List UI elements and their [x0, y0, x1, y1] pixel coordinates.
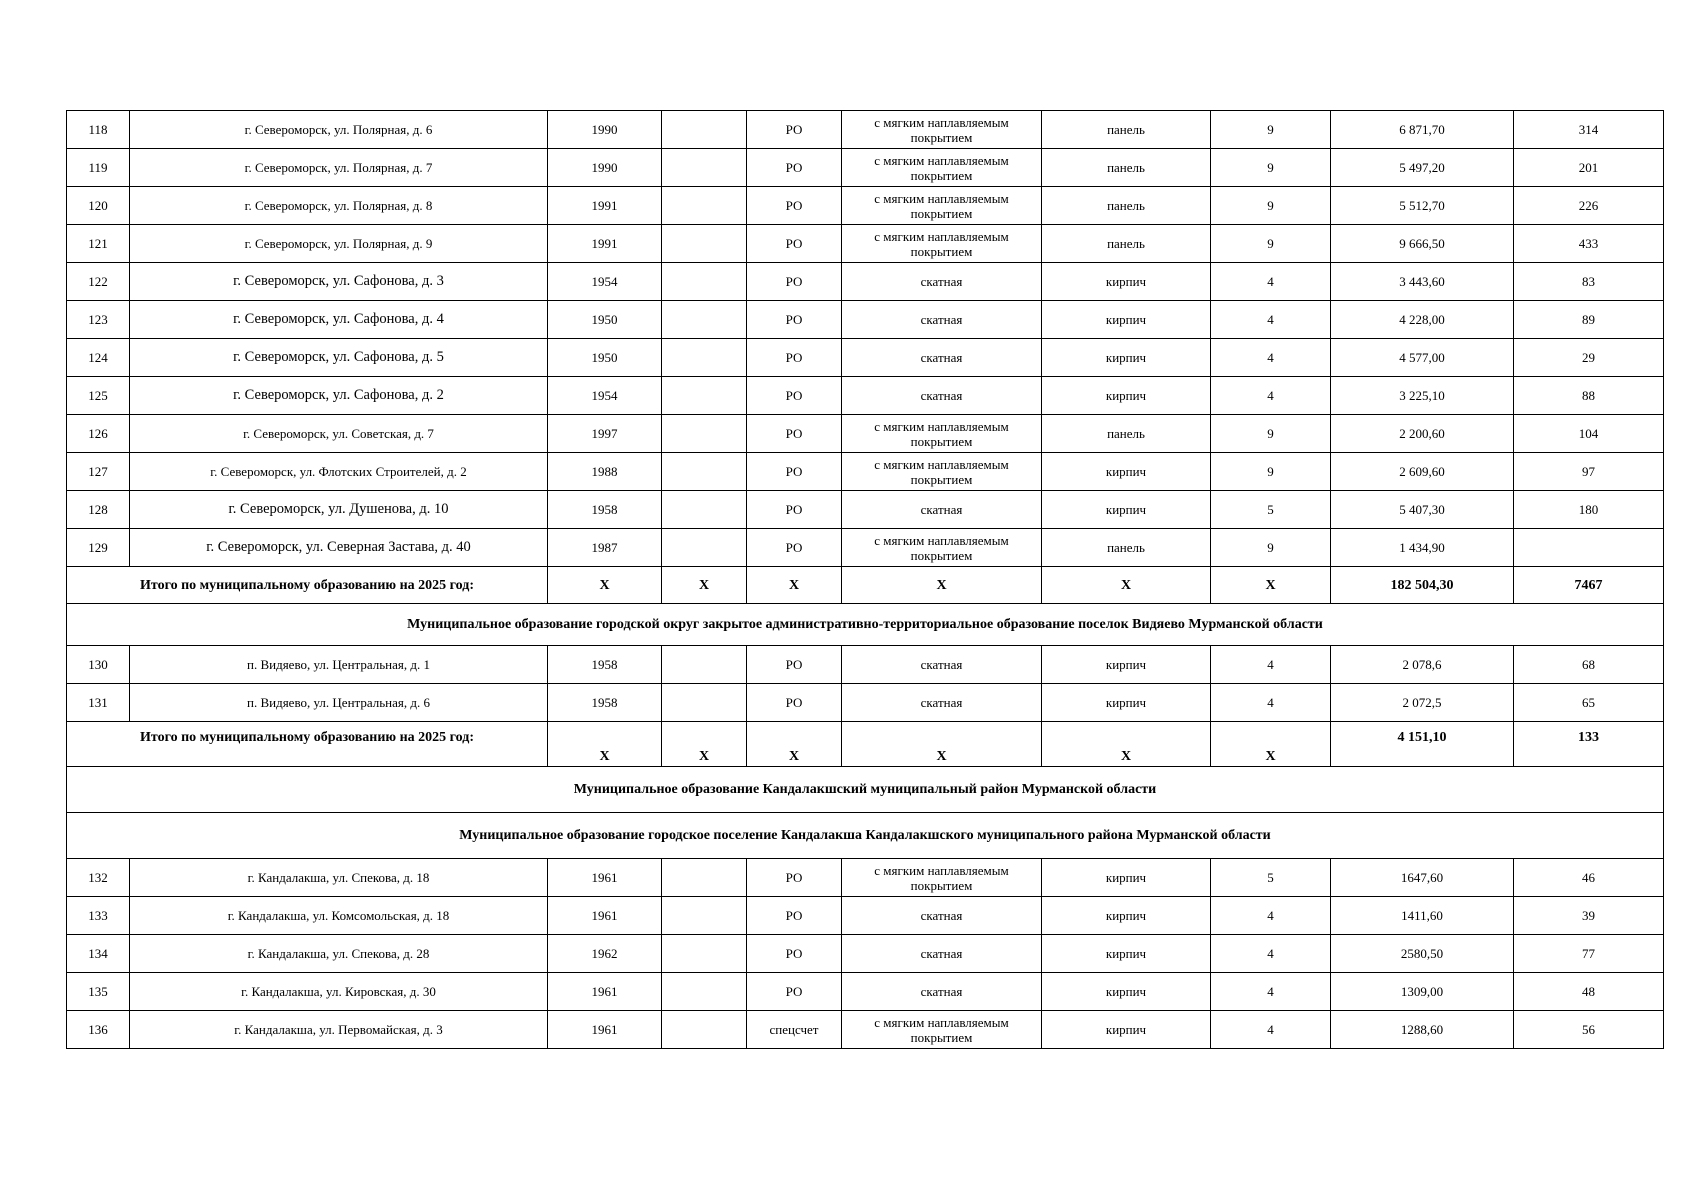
address-cell: г. Североморск, ул. Флотских Строителей, д. 2: [130, 453, 548, 491]
empty-cell: [662, 529, 747, 567]
floors-cell: 4: [1211, 339, 1331, 377]
wall-material-cell: панель: [1042, 529, 1211, 567]
wall-material-cell: кирпич: [1042, 935, 1211, 973]
empty-cell: [662, 453, 747, 491]
row-number-cell: 134: [67, 935, 130, 973]
address-cell: г. Североморск, ул. Сафонова, д. 3: [130, 263, 548, 301]
floors-cell: 4: [1211, 1011, 1331, 1049]
wall-material-cell: кирпич: [1042, 491, 1211, 529]
area-cell: 5 407,30: [1331, 491, 1514, 529]
fund-method-cell: РО: [747, 453, 842, 491]
total-x-mark: X: [1211, 567, 1331, 604]
area-cell: 9 666,50: [1331, 225, 1514, 263]
floors-cell: 5: [1211, 859, 1331, 897]
residents-cell: 226: [1514, 187, 1664, 225]
empty-cell: [662, 187, 747, 225]
area-cell: 5 512,70: [1331, 187, 1514, 225]
floors-cell: 4: [1211, 263, 1331, 301]
row-number-cell: 119: [67, 149, 130, 187]
floors-cell: 9: [1211, 111, 1331, 149]
address-cell: г. Североморск, ул. Сафонова, д. 2: [130, 377, 548, 415]
wall-material-cell: кирпич: [1042, 859, 1211, 897]
floors-cell: 4: [1211, 897, 1331, 935]
wall-material-cell: панель: [1042, 187, 1211, 225]
empty-cell: [662, 859, 747, 897]
total-area: 182 504,30: [1331, 567, 1514, 604]
roof-type-cell: скатная: [842, 646, 1042, 684]
empty-cell: [662, 225, 747, 263]
address-cell: г. Кандалакша, ул. Кировская, д. 30: [130, 973, 548, 1011]
residents-cell: 65: [1514, 684, 1664, 722]
year-cell: 1997: [548, 415, 662, 453]
floors-cell: 9: [1211, 529, 1331, 567]
year-cell: 1950: [548, 339, 662, 377]
residents-cell: 29: [1514, 339, 1664, 377]
address-cell: г. Североморск, ул. Полярная, д. 6: [130, 111, 548, 149]
empty-cell: [662, 973, 747, 1011]
table-row: [67, 377, 1664, 415]
total-label: Итого по муниципальному образованию на 2025 год:: [67, 722, 548, 767]
address-cell: г. Североморск, ул. Северная Застава, д. 40: [130, 529, 548, 567]
address-cell: г. Североморск, ул. Сафонова, д. 4: [130, 301, 548, 339]
row-number-cell: 129: [67, 529, 130, 567]
wall-material-cell: кирпич: [1042, 973, 1211, 1011]
table-row: [67, 684, 1664, 722]
section-header-vidyaevo: [67, 604, 1664, 646]
floors-cell: 9: [1211, 149, 1331, 187]
year-cell: 1988: [548, 453, 662, 491]
total-x-mark: X: [662, 567, 747, 604]
roof-type-cell: скатная: [842, 973, 1042, 1011]
residents-cell: [1514, 529, 1664, 567]
wall-material-cell: кирпич: [1042, 453, 1211, 491]
area-cell: 2 200,60: [1331, 415, 1514, 453]
fund-method-cell: РО: [747, 263, 842, 301]
row-number-cell: 126: [67, 415, 130, 453]
roof-type-cell: с мягким наплавляемым покрытием: [842, 453, 1042, 491]
empty-cell: [662, 415, 747, 453]
row-number-cell: 127: [67, 453, 130, 491]
total-residents: 133: [1514, 722, 1664, 767]
total-x-mark: X: [1211, 722, 1331, 767]
fund-method-cell: РО: [747, 111, 842, 149]
row-number-cell: 133: [67, 897, 130, 935]
table-row: [67, 225, 1664, 263]
fund-method-cell: РО: [747, 684, 842, 722]
total-x-mark: X: [1042, 722, 1211, 767]
roof-type-cell: с мягким наплавляемым покрытием: [842, 1011, 1042, 1049]
table-row: [67, 187, 1664, 225]
table-row: [67, 935, 1664, 973]
fund-method-cell: РО: [747, 897, 842, 935]
year-cell: 1990: [548, 149, 662, 187]
address-cell: п. Видяево, ул. Центральная, д. 1: [130, 646, 548, 684]
floors-cell: 9: [1211, 225, 1331, 263]
wall-material-cell: панель: [1042, 225, 1211, 263]
roof-type-cell: скатная: [842, 301, 1042, 339]
wall-material-cell: панель: [1042, 415, 1211, 453]
area-cell: 2 072,5: [1331, 684, 1514, 722]
address-cell: г. Североморск, ул. Душенова, д. 10: [130, 491, 548, 529]
year-cell: 1958: [548, 646, 662, 684]
fund-method-cell: РО: [747, 225, 842, 263]
floors-cell: 5: [1211, 491, 1331, 529]
address-cell: г. Североморск, ул. Сафонова, д. 5: [130, 339, 548, 377]
row-number-cell: 124: [67, 339, 130, 377]
residents-cell: 104: [1514, 415, 1664, 453]
roof-type-cell: с мягким наплавляемым покрытием: [842, 415, 1042, 453]
residents-cell: 88: [1514, 377, 1664, 415]
year-cell: 1990: [548, 111, 662, 149]
area-cell: 2 609,60: [1331, 453, 1514, 491]
area-cell: 3 225,10: [1331, 377, 1514, 415]
fund-method-cell: РО: [747, 491, 842, 529]
roof-type-cell: с мягким наплавляемым покрытием: [842, 187, 1042, 225]
year-cell: 1958: [548, 684, 662, 722]
floors-cell: 4: [1211, 646, 1331, 684]
table-body: [67, 111, 1664, 1049]
year-cell: 1950: [548, 301, 662, 339]
year-cell: 1991: [548, 225, 662, 263]
section-title: Муниципальное образование городской округ закрытое административно-территориальное образование поселок Видяево Мурманской области: [67, 604, 1664, 646]
area-cell: 1411,60: [1331, 897, 1514, 935]
table-row: [67, 897, 1664, 935]
area-cell: 3 443,60: [1331, 263, 1514, 301]
roof-type-cell: с мягким наплавляемым покрытием: [842, 529, 1042, 567]
total-x-mark: X: [747, 567, 842, 604]
total-row-severomorsk: [67, 567, 1664, 604]
residents-cell: 46: [1514, 859, 1664, 897]
roof-type-cell: скатная: [842, 263, 1042, 301]
wall-material-cell: кирпич: [1042, 684, 1211, 722]
empty-cell: [662, 377, 747, 415]
year-cell: 1958: [548, 491, 662, 529]
roof-type-cell: скатная: [842, 684, 1042, 722]
address-cell: г. Североморск, ул. Полярная, д. 7: [130, 149, 548, 187]
empty-cell: [662, 111, 747, 149]
table-row: [67, 1011, 1664, 1049]
year-cell: 1991: [548, 187, 662, 225]
empty-cell: [662, 339, 747, 377]
row-number-cell: 120: [67, 187, 130, 225]
row-number-cell: 128: [67, 491, 130, 529]
table-row: [67, 111, 1664, 149]
area-cell: 1309,00: [1331, 973, 1514, 1011]
table-row: [67, 973, 1664, 1011]
total-x-mark: X: [747, 722, 842, 767]
row-number-cell: 130: [67, 646, 130, 684]
table-row: [67, 529, 1664, 567]
fund-method-cell: РО: [747, 187, 842, 225]
fund-method-cell: РО: [747, 149, 842, 187]
wall-material-cell: кирпич: [1042, 1011, 1211, 1049]
empty-cell: [662, 935, 747, 973]
fund-method-cell: спецсчет: [747, 1011, 842, 1049]
year-cell: 1961: [548, 1011, 662, 1049]
address-cell: г. Североморск, ул. Советская, д. 7: [130, 415, 548, 453]
address-cell: г. Кандалакша, ул. Комсомольская, д. 18: [130, 897, 548, 935]
empty-cell: [662, 149, 747, 187]
year-cell: 1961: [548, 859, 662, 897]
fund-method-cell: РО: [747, 415, 842, 453]
table-row: [67, 453, 1664, 491]
wall-material-cell: кирпич: [1042, 646, 1211, 684]
section-title: Муниципальное образование Кандалакшский муниципальный район Мурманской области: [67, 767, 1664, 813]
roof-type-cell: с мягким наплавляемым покрытием: [842, 111, 1042, 149]
area-cell: 4 228,00: [1331, 301, 1514, 339]
fund-method-cell: РО: [747, 377, 842, 415]
floors-cell: 4: [1211, 684, 1331, 722]
table-row: [67, 339, 1664, 377]
row-number-cell: 121: [67, 225, 130, 263]
floors-cell: 9: [1211, 415, 1331, 453]
total-area: 4 151,10: [1331, 722, 1514, 767]
table-row: [67, 415, 1664, 453]
total-x-mark: X: [662, 722, 747, 767]
residents-cell: 39: [1514, 897, 1664, 935]
row-number-cell: 132: [67, 859, 130, 897]
roof-type-cell: скатная: [842, 935, 1042, 973]
roof-type-cell: с мягким наплавляемым покрытием: [842, 859, 1042, 897]
row-number-cell: 131: [67, 684, 130, 722]
row-number-cell: 122: [67, 263, 130, 301]
empty-cell: [662, 897, 747, 935]
row-number-cell: 136: [67, 1011, 130, 1049]
residents-cell: 97: [1514, 453, 1664, 491]
empty-cell: [662, 1011, 747, 1049]
empty-cell: [662, 684, 747, 722]
area-cell: 2580,50: [1331, 935, 1514, 973]
floors-cell: 4: [1211, 301, 1331, 339]
area-cell: 4 577,00: [1331, 339, 1514, 377]
residents-cell: 83: [1514, 263, 1664, 301]
roof-type-cell: с мягким наплавляемым покрытием: [842, 225, 1042, 263]
address-cell: г. Кандалакша, ул. Первомайская, д. 3: [130, 1011, 548, 1049]
address-cell: г. Кандалакша, ул. Спекова, д. 18: [130, 859, 548, 897]
year-cell: 1962: [548, 935, 662, 973]
residents-cell: 77: [1514, 935, 1664, 973]
wall-material-cell: кирпич: [1042, 897, 1211, 935]
floors-cell: 4: [1211, 377, 1331, 415]
residents-cell: 56: [1514, 1011, 1664, 1049]
residents-cell: 201: [1514, 149, 1664, 187]
year-cell: 1954: [548, 263, 662, 301]
wall-material-cell: кирпич: [1042, 301, 1211, 339]
empty-cell: [662, 263, 747, 301]
year-cell: 1954: [548, 377, 662, 415]
year-cell: 1961: [548, 897, 662, 935]
fund-method-cell: РО: [747, 339, 842, 377]
row-number-cell: 118: [67, 111, 130, 149]
address-cell: г. Кандалакша, ул. Спекова, д. 28: [130, 935, 548, 973]
table-row: [67, 859, 1664, 897]
row-number-cell: 125: [67, 377, 130, 415]
empty-cell: [662, 491, 747, 529]
floors-cell: 4: [1211, 973, 1331, 1011]
total-label: Итого по муниципальному образованию на 2025 год:: [67, 567, 548, 604]
wall-material-cell: панель: [1042, 149, 1211, 187]
fund-method-cell: РО: [747, 935, 842, 973]
table-row: [67, 301, 1664, 339]
roof-type-cell: скатная: [842, 897, 1042, 935]
residents-cell: 68: [1514, 646, 1664, 684]
fund-method-cell: РО: [747, 301, 842, 339]
total-x-mark: X: [842, 567, 1042, 604]
residents-cell: 48: [1514, 973, 1664, 1011]
total-x-mark: X: [1042, 567, 1211, 604]
roof-type-cell: скатная: [842, 491, 1042, 529]
section-header-kandalaksha-district: [67, 767, 1664, 813]
residents-cell: 89: [1514, 301, 1664, 339]
fund-method-cell: РО: [747, 859, 842, 897]
table-row: [67, 491, 1664, 529]
area-cell: 1288,60: [1331, 1011, 1514, 1049]
wall-material-cell: кирпич: [1042, 339, 1211, 377]
floors-cell: 9: [1211, 187, 1331, 225]
floors-cell: 4: [1211, 935, 1331, 973]
table-row: [67, 149, 1664, 187]
total-row-vidyaevo: [67, 722, 1664, 767]
floors-cell: 9: [1211, 453, 1331, 491]
fund-method-cell: РО: [747, 529, 842, 567]
row-number-cell: 123: [67, 301, 130, 339]
roof-type-cell: скатная: [842, 339, 1042, 377]
area-cell: 1 434,90: [1331, 529, 1514, 567]
address-cell: г. Североморск, ул. Полярная, д. 9: [130, 225, 548, 263]
wall-material-cell: кирпич: [1042, 377, 1211, 415]
total-x-mark: X: [548, 722, 662, 767]
year-cell: 1961: [548, 973, 662, 1011]
fund-method-cell: РО: [747, 973, 842, 1011]
empty-cell: [662, 301, 747, 339]
area-cell: 6 871,70: [1331, 111, 1514, 149]
address-cell: г. Североморск, ул. Полярная, д. 8: [130, 187, 548, 225]
year-cell: 1987: [548, 529, 662, 567]
housing-register-table: [66, 110, 1664, 1049]
fund-method-cell: РО: [747, 646, 842, 684]
address-cell: п. Видяево, ул. Центральная, д. 6: [130, 684, 548, 722]
wall-material-cell: панель: [1042, 111, 1211, 149]
section-title: Муниципальное образование городское поселение Кандалакша Кандалакшского муниципального района Мурманской области: [67, 813, 1664, 859]
section-header-kandalaksha-city: [67, 813, 1664, 859]
residents-cell: 180: [1514, 491, 1664, 529]
residents-cell: 433: [1514, 225, 1664, 263]
residents-cell: 314: [1514, 111, 1664, 149]
roof-type-cell: скатная: [842, 377, 1042, 415]
empty-cell: [662, 646, 747, 684]
total-x-mark: X: [548, 567, 662, 604]
area-cell: 5 497,20: [1331, 149, 1514, 187]
wall-material-cell: кирпич: [1042, 263, 1211, 301]
row-number-cell: 135: [67, 973, 130, 1011]
total-residents: 7467: [1514, 567, 1664, 604]
table-row: [67, 263, 1664, 301]
table-row: [67, 646, 1664, 684]
total-x-mark: X: [842, 722, 1042, 767]
area-cell: 2 078,6: [1331, 646, 1514, 684]
roof-type-cell: с мягким наплавляемым покрытием: [842, 149, 1042, 187]
area-cell: 1647,60: [1331, 859, 1514, 897]
